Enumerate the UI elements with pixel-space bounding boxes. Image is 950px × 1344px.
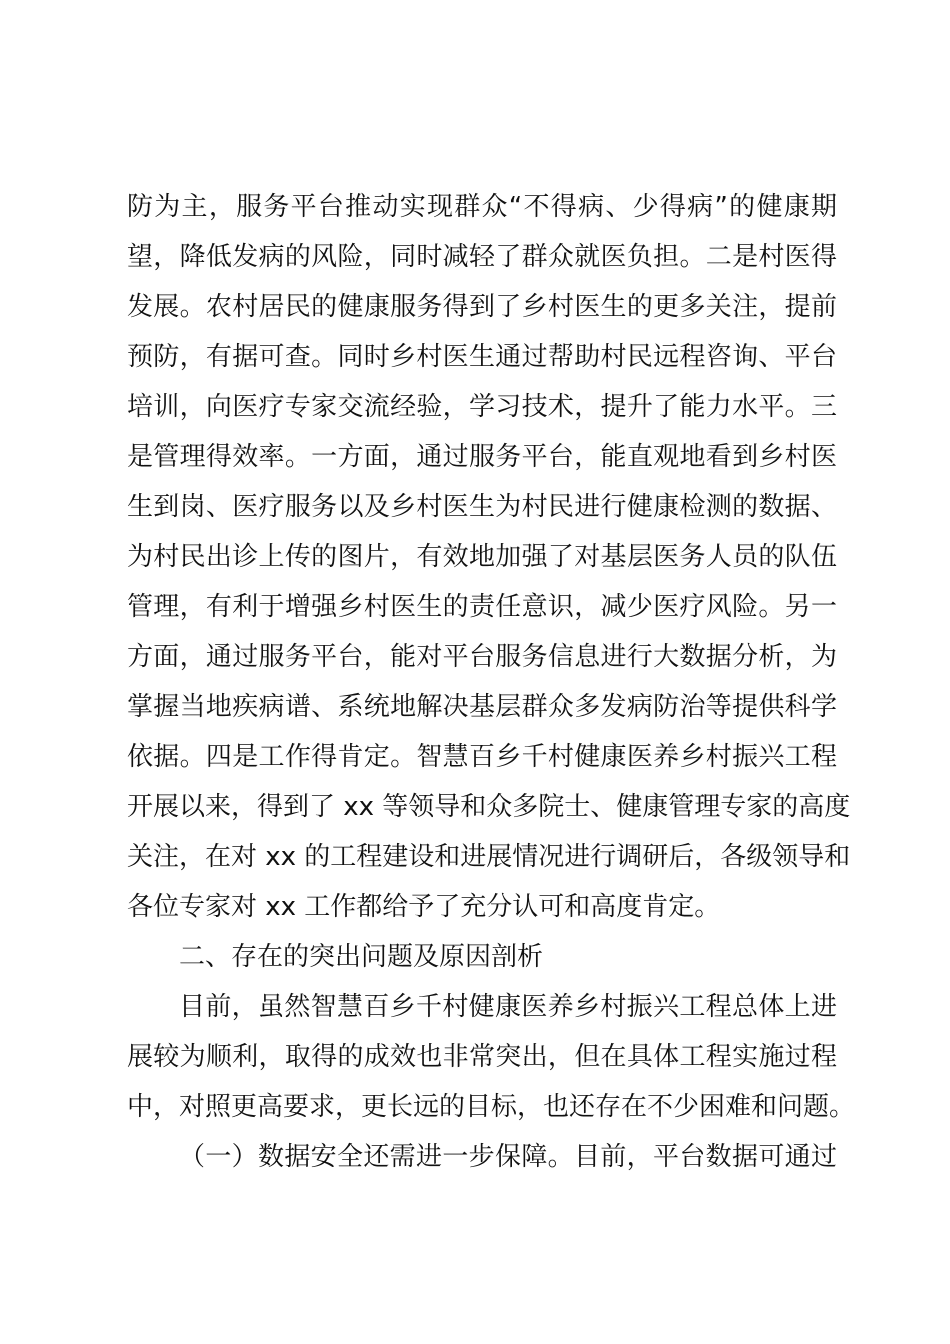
- paragraph-line: 掌握当地疾病谱、系统地解决基层群众多发病防治等提供科学: [127, 692, 837, 722]
- paragraph-line: 目前，虽然智慧百乡千村健康医养乡村振兴工程总体上进: [179, 992, 837, 1022]
- paragraph-line: 展较为顺利，取得的成效也非常突出，但在具体工程实施过程: [127, 1042, 837, 1072]
- paragraph-line: 方面，通过服务平台，能对平台服务信息进行大数据分析，为: [127, 642, 837, 672]
- paragraph-line: 是管理得效率。一方面，通过服务平台，能直观地看到乡村医: [127, 442, 837, 472]
- section-heading: 二、存在的突出问题及原因剖析: [179, 942, 544, 972]
- paragraph-line: 开展以来，得到了 xx 等领导和众多院士、健康管理专家的高度: [127, 792, 851, 822]
- subsection-line: （一）数据安全还需进一步保障。目前，平台数据可通过: [179, 1142, 837, 1172]
- paragraph-line: 管理，有利于增强乡村医生的责任意识，减少医疗风险。另一: [127, 592, 837, 622]
- paragraph-line: 望，降低发病的风险，同时减轻了群众就医负担。二是村医得: [127, 242, 837, 272]
- paragraph-line: 各位专家对 xx 工作都给予了充分认可和高度肯定。: [127, 892, 721, 922]
- paragraph-line: 防为主，服务平台推动实现群众“不得病、少得病”的健康期: [127, 192, 837, 222]
- paragraph-line: 为村民出诊上传的图片，有效地加强了对基层医务人员的队伍: [127, 542, 837, 572]
- document-body: [127, 182, 856, 1182]
- paragraph-line: 中，对照更高要求，更长远的目标，也还存在不少困难和问题。: [127, 1092, 856, 1122]
- paragraph-line: 预防，有据可查。同时乡村医生通过帮助村民远程咨询、平台: [127, 342, 837, 372]
- paragraph-line: 生到岗、医疗服务以及乡村医生为村民进行健康检测的数据、: [127, 492, 837, 522]
- paragraph-line: 依据。四是工作得肯定。智慧百乡千村健康医养乡村振兴工程: [127, 742, 837, 772]
- paragraph-line: 关注，在对 xx 的工程建设和进展情况进行调研后，各级领导和: [127, 842, 851, 872]
- paragraph-line: 发展。农村居民的健康服务得到了乡村医生的更多关注，提前: [127, 292, 837, 322]
- paragraph-line: 培训，向医疗专家交流经验，学习技术，提升了能力水平。三: [127, 392, 837, 422]
